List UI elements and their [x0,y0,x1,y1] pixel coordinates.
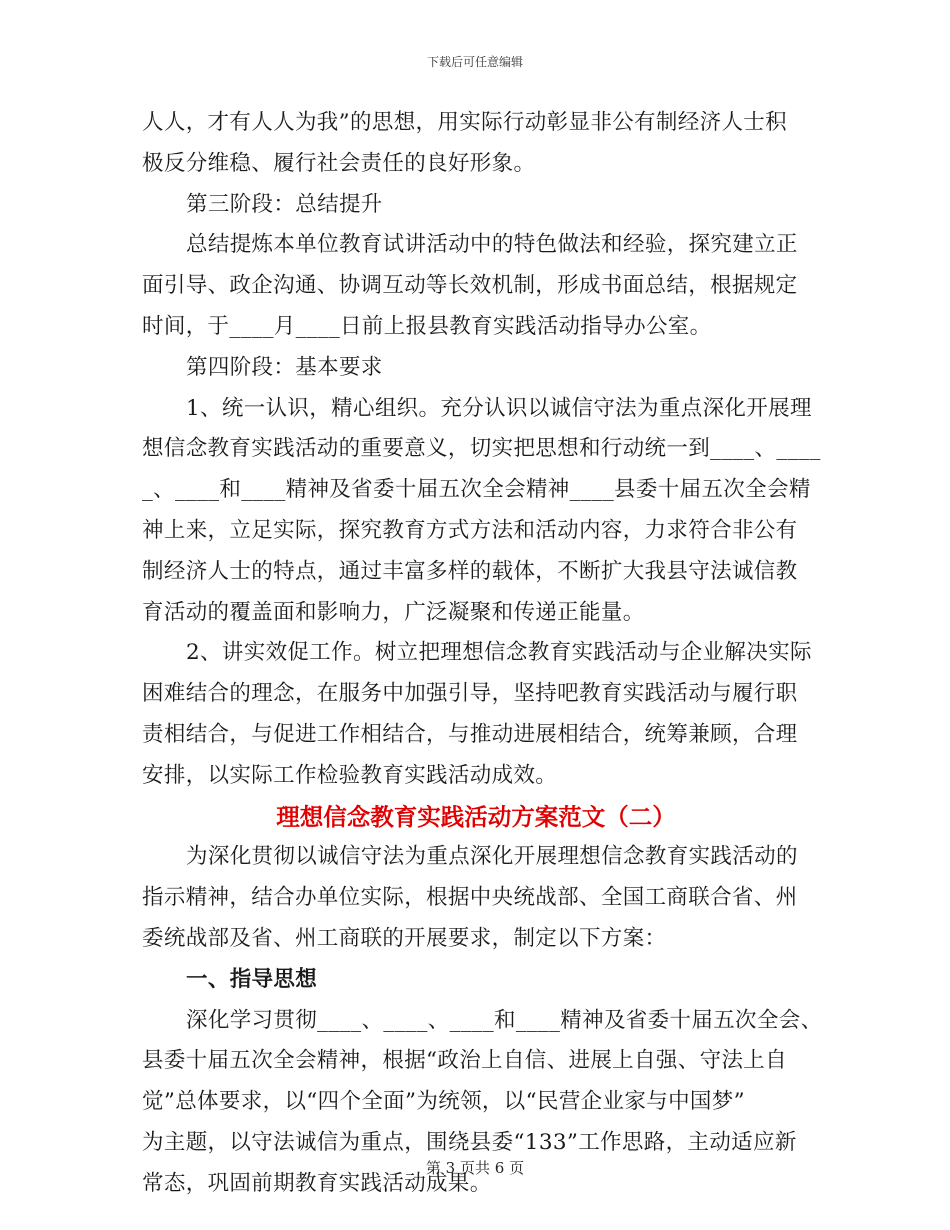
paragraph-line: 人人，才有人人为我”的思想，用实际行动彰显非公有制经济人士积 [142,110,787,135]
paragraph-line: 时间，于____月____日前上报县教育实践活动指导办公室。 [142,313,712,339]
stage-heading: 第四阶段：基本要求 [186,354,383,380]
paragraph-line: 为主题，以守法诚信为重点，围绕县委“133”工作思路，主动适应新 [142,1129,797,1155]
paragraph-line: 想信念教育实践活动的重要意义，切实把思想和行动统一到____、____ [142,436,821,462]
paragraph-line: 责相结合，与促进工作相结合，与推动进展相结合，统筹兼顾，合理 [142,721,798,747]
paragraph-line: 总结提炼本单位教育试讲活动中的特色做法和经验，探究建立正 [186,232,798,258]
paragraph-line: 指示精神，结合办单位实际，根据中央统战部、全国工商联合省、州 [142,885,798,911]
paragraph-line: 困难结合的理念，在服务中加强引导，坚持吧教育实践活动与履行职 [142,681,798,707]
paragraph-line: 深化学习贯彻____、____、____和____精神及省委十届五次全会、 [186,1007,823,1033]
paragraph-line: 为深化贯彻以诚信守法为重点深化开展理想信念教育实践活动的 [186,844,798,870]
paragraph-line: 常态，巩固前期教育实践活动成果。 [142,1170,492,1196]
paragraph-line: 极反分维稳、履行社会责任的良好形象。 [142,150,536,176]
paragraph-line: 县委十届五次全会精神，根据“政治上自信、进展上自强、守法上自 [142,1048,787,1074]
paragraph-line: 安排，以实际工作检验教育实践活动成效。 [142,762,558,788]
page-footer: 第 3 页共 6 页 [425,1159,525,1177]
guiding-thought-heading: 一、指导思想 [186,966,318,992]
section-title: 理想信念教育实践活动方案范文（二） [276,802,676,831]
paragraph-line: 1、统一认识，精心组织。充分认识以诚信守法为重点深化开展理 [186,395,812,421]
paragraph-line: 神上来，立足实际，探究教育方式方法和活动内容，力求符合非公有 [142,517,798,543]
paragraph-line: _、____和____精神及省委十届五次全会精神____县委十届五次全会精 [142,477,811,503]
document-body [142,103,823,1205]
stage-heading: 第三阶段：总结提升 [186,191,383,217]
paragraph-line: 2、讲实效促工作。树立把理想信念教育实践活动与企业解决实际 [186,640,812,666]
paragraph-line: 觉”总体要求，以“四个全面”为统领，以“民营企业家与中国梦” [142,1089,745,1115]
paragraph-line: 委统战部及省、州工商联的开展要求，制定以下方案： [142,925,667,951]
paragraph-line: 育活动的覆盖面和影响力，广泛凝聚和传递正能量。 [142,599,645,625]
page-header: 下载后可任意编辑 [426,55,523,69]
paragraph-line: 制经济人士的特点，通过丰富多样的载体，不断扩大我县守法诚信教 [142,558,798,584]
paragraph-line: 面引导、政企沟通、协调互动等长效机制，形成书面总结，根据规定 [142,273,798,299]
